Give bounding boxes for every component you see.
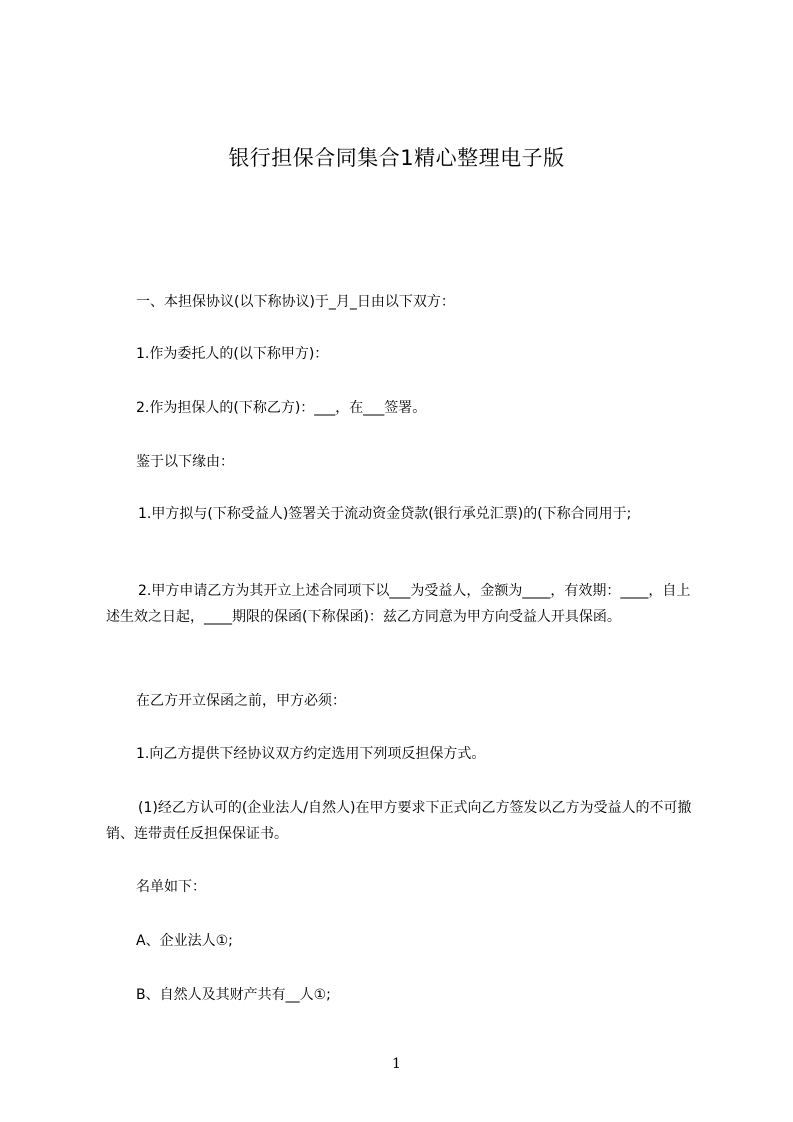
- paragraph-guarantee-clause-1: (1)经乙方认可的(企业法人/自然人)在甲方要求下正式向乙方签发以乙方为受益人的不可撤销、连带责任反担保保证书。: [106, 800, 692, 842]
- paragraph-item-b: B、自然人及其财产共有__人①;: [136, 987, 331, 1003]
- paragraph-reason-2: 2.甲方申请乙方为其开立上述合同项下以___为受益人，金额为____，有效期：____，自上述生效之日起，____期限的保函(下称保函)：兹乙方同意为甲方向受益人开具保函。: [106, 583, 691, 625]
- page-number: 1: [392, 1056, 401, 1072]
- paragraph-party-b: 2.作为担保人的(下称乙方)：___，在___签署。: [136, 400, 427, 416]
- paragraph-item-a: A、企业法人①;: [136, 933, 233, 949]
- paragraph-list-heading: 名单如下：: [136, 879, 206, 895]
- paragraph-party-a: 1.作为委托人的(以下称甲方)：: [136, 346, 329, 362]
- paragraph-reasons-heading: 鉴于以下缘由：: [136, 454, 234, 470]
- paragraph-reason-1: 1.甲方拟与(下称受益人)签署关于流动资金贷款(银行承兑汇票)的(下称合同用于;: [138, 506, 632, 522]
- paragraph-agreement-intro: 一、本担保协议(以下称协议)于_月_日由以下双方：: [136, 294, 455, 310]
- document-title: 银行担保合同集合1精心整理电子版: [228, 146, 565, 170]
- paragraph-counter-guarantee: 1.向乙方提供下经协议双方约定选用下列项反担保方式。: [136, 746, 486, 762]
- paragraph-before-guarantee: 在乙方开立保函之前，甲方必须：: [136, 693, 346, 709]
